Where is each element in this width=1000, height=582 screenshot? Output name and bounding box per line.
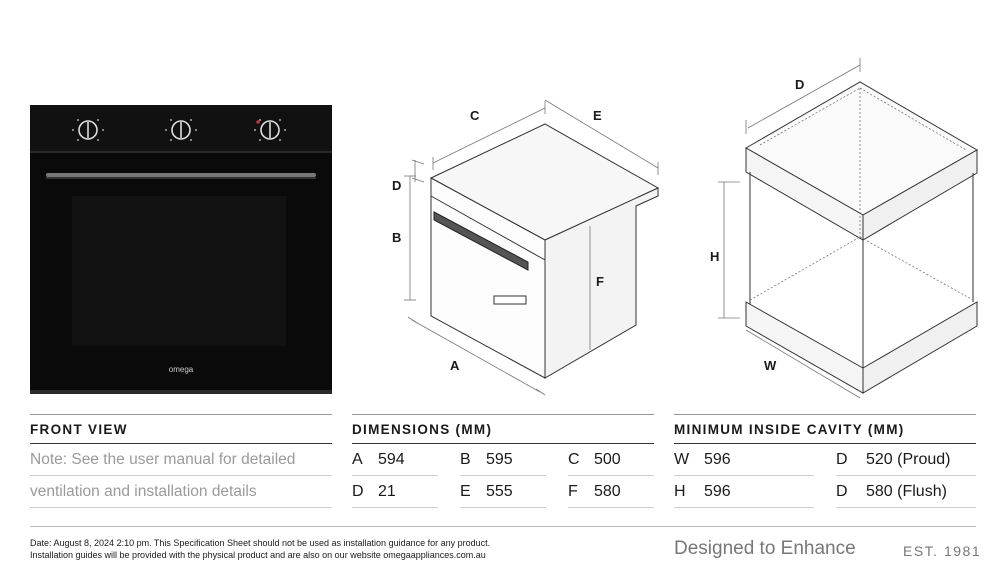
- brand-tagline: Designed to Enhance: [674, 538, 856, 559]
- dimension-f: F 580: [568, 476, 654, 508]
- dimensions-row: [352, 476, 654, 508]
- dimension-e: E 555: [460, 476, 546, 508]
- cavity-height: H 596: [674, 476, 814, 508]
- oven-logo: omega: [168, 365, 194, 374]
- cavity-depth-proud: D 520 (Proud): [836, 444, 976, 476]
- isometric-oven-diagram: [431, 124, 658, 378]
- footer-divider: [30, 526, 976, 527]
- dimension-c: C 500: [568, 444, 654, 476]
- oven-window: [72, 196, 286, 346]
- dimensions-row: [352, 444, 654, 476]
- cavity-heading: MINIMUM INSIDE CAVITY (MM): [674, 414, 976, 444]
- disclaimer-line-1: Date: August 8, 2024 2:10 pm. This Specification Sheet should not be used as installation guidance for any product.: [30, 538, 491, 548]
- cavity-row: [674, 444, 976, 476]
- installation-note-line-1: Note: See the user manual for detailed: [30, 444, 332, 476]
- front-view-heading: FRONT VIEW: [30, 414, 332, 444]
- front-view-oven: [30, 105, 332, 394]
- cavity-label-w: W: [764, 358, 777, 373]
- product-badge: [494, 296, 526, 304]
- installation-note-line-2: ventilation and installation details: [30, 476, 332, 508]
- label-c: C: [470, 108, 480, 123]
- label-b: B: [392, 230, 402, 245]
- cavity-width: W 596: [674, 444, 814, 476]
- cavity-section: [674, 414, 976, 508]
- cavity-label-h: H: [710, 249, 720, 264]
- label-a: A: [450, 358, 460, 373]
- dimensions-section: [352, 414, 654, 508]
- cavity-label-d: D: [795, 77, 805, 92]
- oven-door-handle: [46, 173, 316, 177]
- dimension-b: B 595: [460, 444, 546, 476]
- dimensions-heading: DIMENSIONS (MM): [352, 414, 654, 444]
- label-f: F: [596, 274, 604, 289]
- dimension-d: D 21: [352, 476, 438, 508]
- dimension-a: A 594: [352, 444, 438, 476]
- cavity-depth-flush: D 580 (Flush): [836, 476, 976, 508]
- disclaimer-line-2: Installation guides will be provided with the physical product and are also on our website omegaappliances.com.au: [30, 550, 486, 560]
- cavity-row: [674, 476, 976, 508]
- label-d: D: [392, 178, 402, 193]
- label-e: E: [593, 108, 602, 123]
- front-view-section: [30, 414, 332, 508]
- brand-established: EST. 1981: [903, 543, 982, 559]
- footer-disclaimer: [30, 537, 630, 561]
